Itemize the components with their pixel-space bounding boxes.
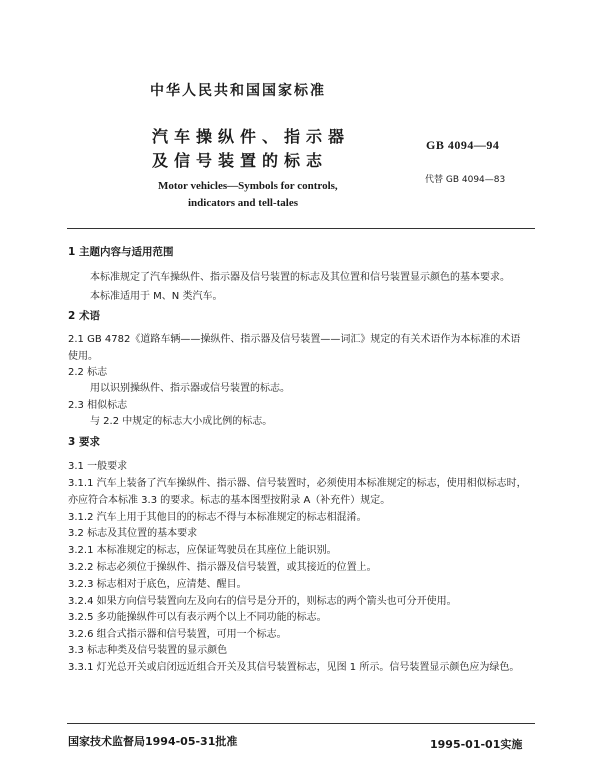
section-3-heading: 3 要求: [68, 436, 100, 448]
standard-number: GB 4094—94: [426, 138, 500, 152]
section-1-heading: 1 主题内容与适用范围: [68, 246, 174, 258]
clause-3-1-1-line1: 3.1.1 汽车上装备了汽车操纵件、指示器、信号装置时，必须使用本标准规定的标志，使用相似标志时，: [68, 478, 527, 489]
header-divider: [67, 228, 535, 229]
clause-2-1-line2: 使用。: [68, 351, 98, 362]
clause-3-3-1: 3.3.1 灯光总开关或启闭远近组合开关及其信号装置标志，见图 1 所示。信号装置显示颜色应为绿色。: [68, 662, 520, 673]
clause-2-3-heading: 2.3 相似标志: [68, 400, 128, 411]
replaces-note: 代替 GB 4094—83: [425, 175, 506, 185]
issuing-authority: 中华人民共和国国家标准: [150, 83, 326, 99]
footer-divider: [67, 723, 535, 724]
effective-date: 1995-01-01实施: [430, 738, 523, 751]
title-en-line2: indicators and tell-tales: [188, 197, 298, 209]
approval-note: 国家技术监督局1994-05-31批准: [68, 735, 238, 748]
clause-3-1-1-line2: 亦应符合本标准 3.3 的要求。标志的基本图型按附录 A（补充件）规定。: [68, 495, 391, 506]
section-1-paragraph-1: 本标准规定了汽车操纵件、指示器及信号装置的标志及其位置和信号装置显示颜色的基本要求。: [90, 272, 510, 283]
clause-3-1-2: 3.1.2 汽车上用于其他目的的标志不得与本标准规定的标志相混淆。: [68, 512, 367, 523]
clause-3-3-heading: 3.3 标志种类及信号装置的显示颜色: [68, 645, 228, 656]
clause-3-2-6: 3.2.6 组合式指示器和信号装置，可用一个标志。: [68, 629, 287, 640]
clause-3-2-1: 3.2.1 本标准规定的标志，应保证驾驶员在其座位上能识别。: [68, 545, 337, 556]
clause-2-2-text: 用以识别操纵件、指示器或信号装置的标志。: [90, 383, 290, 394]
section-1-paragraph-2: 本标准适用于 M、N 类汽车。: [90, 291, 223, 302]
clause-2-1-line1: 2.1 GB 4782《道路车辆——操纵件、指示器及信号装置——词汇》规定的有关术语作为本标准的术语: [68, 334, 521, 345]
clause-3-2-heading: 3.2 标志及其位置的基本要求: [68, 528, 198, 539]
clause-3-1-heading: 3.1 一般要求: [68, 461, 128, 472]
clause-3-2-3: 3.2.3 标志相对于底色，应清楚、醒目。: [68, 579, 247, 590]
section-2-heading: 2 术语: [68, 310, 100, 322]
title-en-line1: Motor vehicles—Symbols for controls,: [158, 180, 338, 192]
title-cn-line2: 及信号装置的标志: [152, 151, 329, 170]
title-cn-line1: 汽车操纵件、指示器: [152, 127, 351, 146]
clause-3-2-4: 3.2.4 如果方向信号装置向左及向右的信号是分开的，则标志的两个箭头也可分开使用。: [68, 596, 457, 607]
clause-3-2-2: 3.2.2 标志必须位于操纵件、指示器及信号装置，或其接近的位置上。: [68, 562, 377, 573]
clause-2-2-heading: 2.2 标志: [68, 367, 108, 378]
clause-2-3-text: 与 2.2 中规定的标志大小成比例的标志。: [90, 416, 273, 427]
clause-3-2-5: 3.2.5 多功能操纵件可以有表示两个以上不同功能的标志。: [68, 612, 327, 623]
